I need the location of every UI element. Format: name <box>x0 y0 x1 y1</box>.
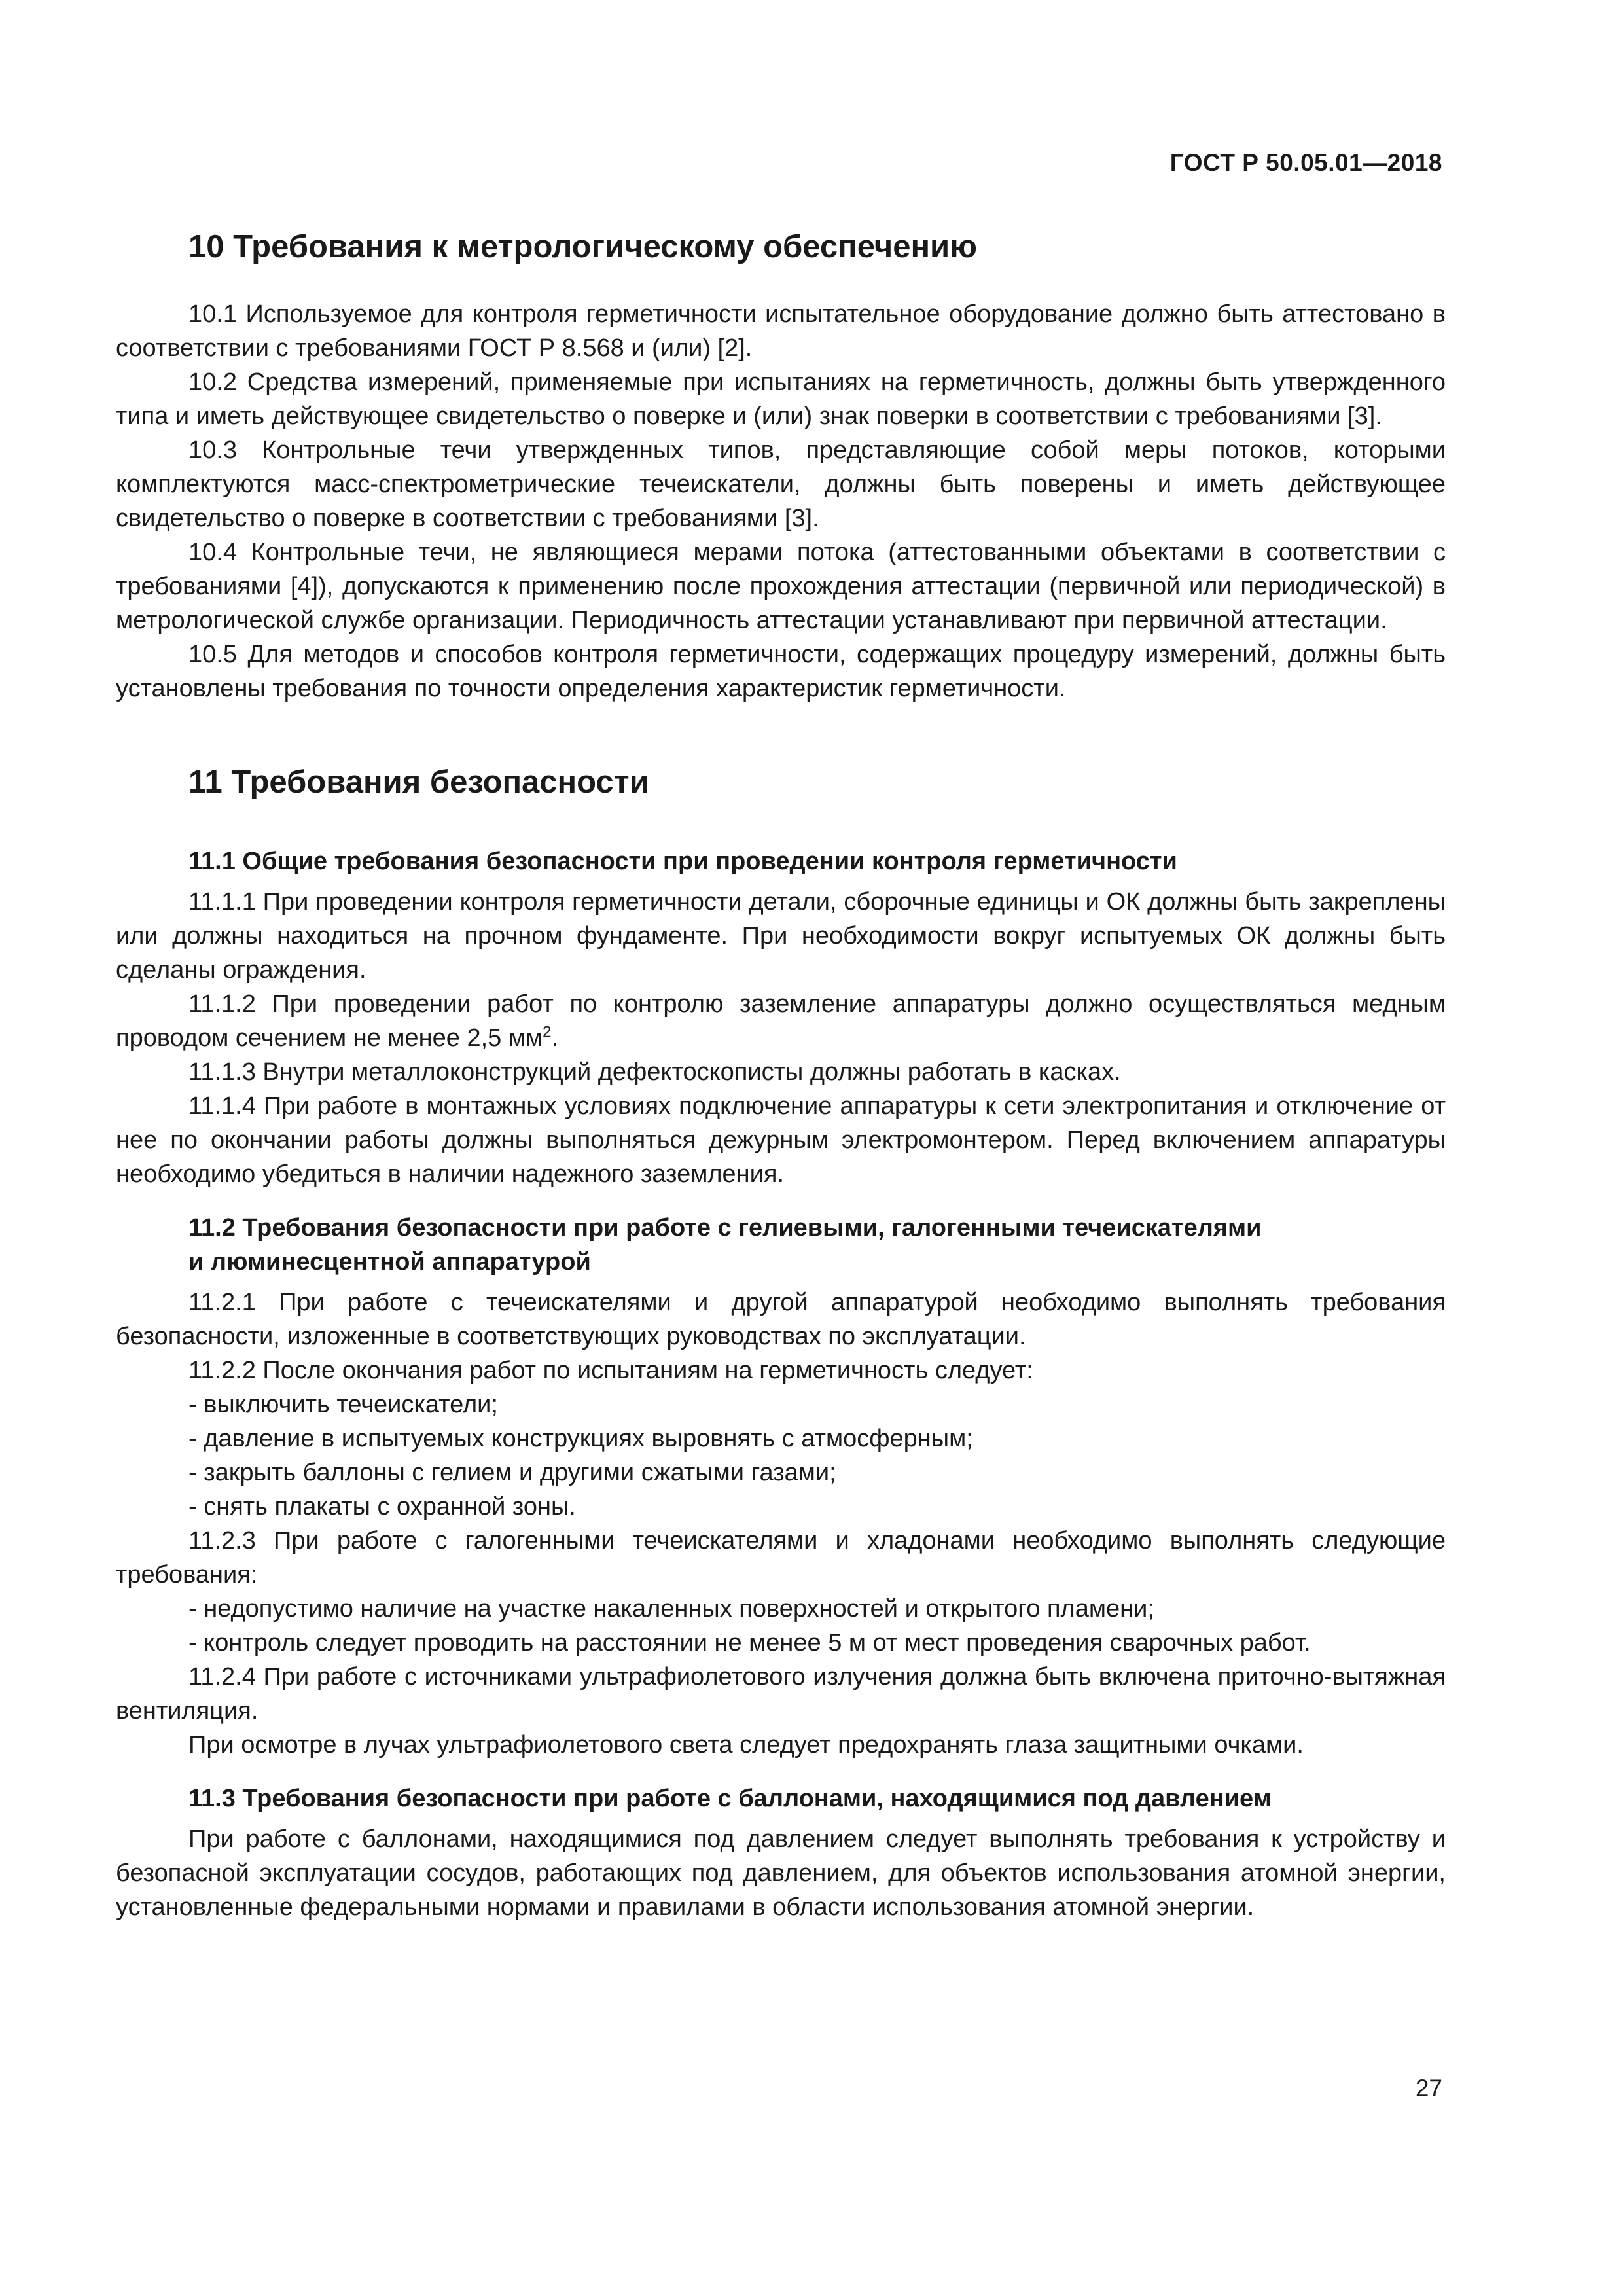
paragraph-11-2-5: При осмотре в лучах ультрафиолетового света следует предохранять глаза защитными очками. <box>188 1731 1304 1759</box>
list-item: - давление в испытуемых конструкциях выровнять с атмосферным; <box>188 1425 973 1452</box>
subsection-11-1-title: 11.1 Общие требования безопасности при проведении контроля герметичности <box>188 848 1177 875</box>
paragraph-11-3-1: При работе с баллонами, находящимися под давлением следует выполнять требования к устройству и безопасной эксплуатации сосудов, работающих под давлением, для объектов использования атомной энергии, установленные федеральными нормами и правилами в области использования атомной энергии. <box>116 1825 1446 1921</box>
paragraph-11-2-2: 11.2.2 После окончания работ по испытаниям на герметичность следует: <box>188 1357 1033 1384</box>
paragraph-11-1-1: 11.1.1 При проведении контроля герметичности детали, сборочные единицы и ОК должны быть закреплены или должны находиться на прочном фундаменте. При необходимости вокруг испытуемых ОК должны быть сделаны ограждения. <box>116 888 1446 984</box>
paragraph-11-2-1: 11.2.1 При работе с течеискателями и другой аппаратурой необходимо выполнять требования безопасности, изложенные в соответствующих руководствах по эксплуатации. <box>116 1289 1446 1350</box>
paragraph-11-1-2-end: . <box>551 1024 559 1052</box>
paragraph-10-5: 10.5 Для методов и способов контроля герметичности, содержащих процедуру измерений, должны быть установлены требования по точности определения характеристик герметичности. <box>116 641 1446 702</box>
list-item: - закрыть баллоны с гелием и другими сжатыми газами; <box>188 1459 836 1486</box>
paragraph-11-2-3: 11.2.3 При работе с галогенными течеискателями и хладонами необходимо выполнять следующие требования: <box>116 1527 1446 1588</box>
document-id-header: ГОСТ Р 50.05.01—2018 <box>1169 149 1442 176</box>
section-10-title: 10 Требования к метрологическому обеспечению <box>188 229 978 264</box>
subsection-11-3-title: 11.3 Требования безопасности при работе с баллонами, находящимися под давлением <box>188 1785 1272 1812</box>
paragraph-11-2-4: 11.2.4 При работе с источниками ультрафиолетового излучения должна быть включена приточно-вытяжная вентиляция. <box>116 1663 1446 1725</box>
paragraph-11-1-2-text: 11.1.2 При проведении работ по контролю заземление аппаратуры должно осуществляться медным проводом сечением не менее 2,5 мм <box>116 990 1446 1052</box>
list-item: - снять плакаты с охранной зоны. <box>188 1493 576 1520</box>
paragraph-11-1-2 <box>116 987 1446 1055</box>
paragraph-11-1-3: 11.1.3 Внутри металлоконструкций дефектоскописты должны работать в касках. <box>188 1058 1121 1086</box>
paragraph-10-1: 10.1 Используемое для контроля герметичности испытательное оборудование должно быть аттестовано в соответствии с требованиями ГОСТ Р 8.568 и (или) [2]. <box>116 300 1446 362</box>
superscript-2: 2 <box>543 1023 552 1041</box>
paragraph-10-4: 10.4 Контрольные течи, не являющиеся мерами потока (аттестованными объектами в соответствии с требованиями [4]), допускаются к применению после прохождения аттестации (первичной или периодической) в метрологической службе организации. Периодичность аттестации устанавливают при первичной аттестации. <box>116 539 1446 634</box>
paragraph-10-3: 10.3 Контрольные течи утвержденных типов, представляющие собой меры потоков, которыми комплектуются масс-спектрометрические течеискатели, должны быть поверены и иметь действующее свидетельство о поверке в соответствии с требованиями [3]. <box>116 437 1446 532</box>
subsection-11-2-title-line1: 11.2 Требования безопасности при работе с гелиевыми, галогенными течеискателями <box>188 1214 1262 1242</box>
paragraph-10-2: 10.2 Средства измерений, применяемые при испытаниях на герметичность, должны быть утвержденного типа и иметь действующее свидетельство о поверке и (или) знак поверки в соответствии с требованиями [3]. <box>116 368 1446 430</box>
list-item: - недопустимо наличие на участке накаленных поверхностей и открытого пламени; <box>188 1595 1154 1623</box>
page-content <box>116 221 1446 1924</box>
list-item: - выключить течеискатели; <box>188 1391 498 1418</box>
subsection-11-2-title-line2: и люминесцентной аппаратурой <box>188 1248 591 1276</box>
list-item: - контроль следует проводить на расстоянии не менее 5 м от мест проведения сварочных работ. <box>188 1629 1311 1657</box>
page-number: 27 <box>1415 2075 1442 2102</box>
paragraph-11-1-4: 11.1.4 При работе в монтажных условиях подключение аппаратуры к сети электропитания и отключение от нее по окончании работы должны выполняться дежурным электромонтером. Перед включением аппаратуры необходимо убедиться в наличии надежного заземления. <box>116 1092 1446 1188</box>
section-11-title: 11 Требования безопасности <box>188 764 649 800</box>
